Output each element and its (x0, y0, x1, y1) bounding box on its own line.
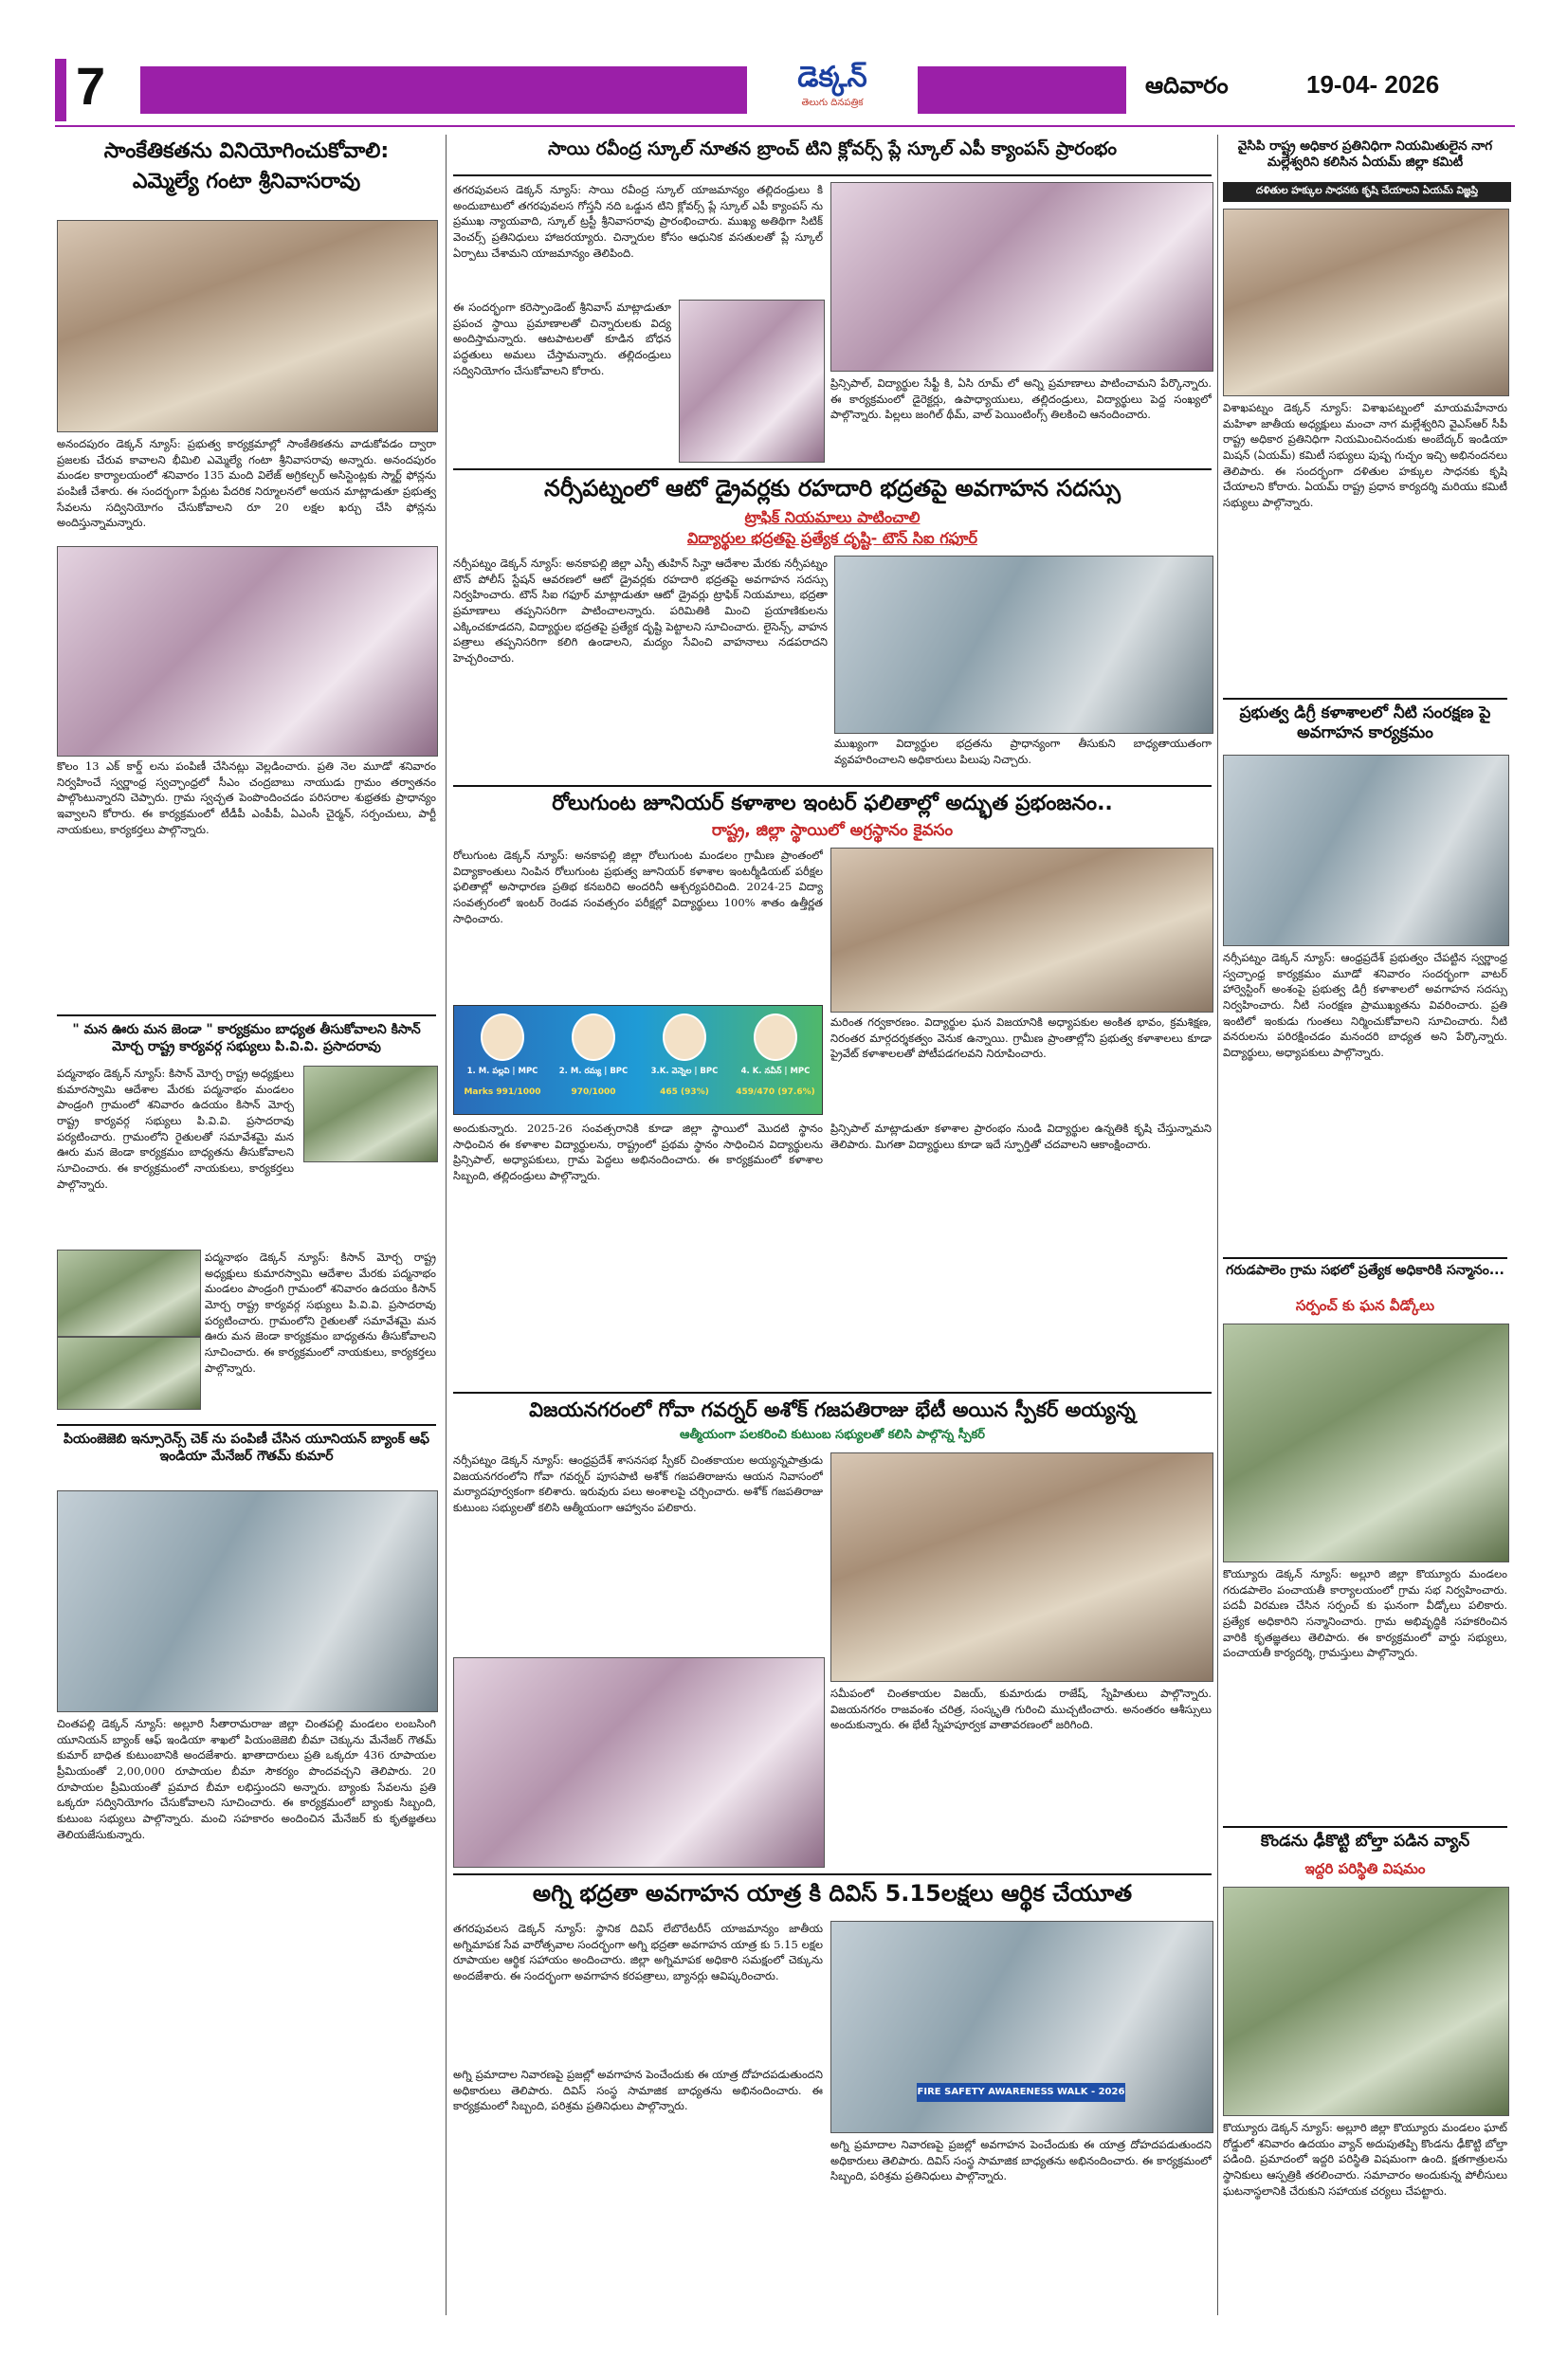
divider (57, 1424, 436, 1426)
divider (453, 1392, 1212, 1394)
topper-strip (453, 1005, 823, 1115)
story4-photo-group (830, 182, 1213, 372)
story12-photo (1223, 1887, 1509, 2116)
story6-body-2: మరింత గర్వకారణం. విద్యార్థుల ఘన విజయానికి అధ్యాపకుల అంకిత భావం, క్రమశిక్షణ, నిరంతర మార్గదర్శకత్వం వెనుక ఉన్నాయి. గ్రామీణ ప్రాంతాల్లోని ప్రభుత్వ కళాశాలలు కూడా ప్రైవేట్ కళాశాలలతో పోటీపడగలవని నిరూపించారు. (830, 1015, 1212, 1061)
topper-photo (754, 1014, 797, 1061)
story10-headline: ప్రభుత్వ డిగ్రీ కళాశాలలో నీటి సంరక్షణ పై అవగాహన కార్యక్రమం (1239, 703, 1491, 743)
column-rule-right (1217, 135, 1218, 2315)
page-number-bar (55, 59, 66, 121)
story1-headline-2: ఎమ్మెల్యే గంటా శ్రీనివాసరావు (132, 170, 361, 193)
logo (757, 59, 908, 121)
topper-photo (663, 1014, 706, 1061)
story3-photo (57, 1490, 438, 1712)
story11-photo (1223, 1324, 1509, 1562)
topper-marks: 459/470 (97.6%) (736, 1087, 815, 1097)
story6-body-1: రోలుగుంట డెక్కన్ న్యూస్: అనకాపల్లి జిల్లా రోలుగుంట మండలం గ్రామీణ ప్రాంతంలో విద్యాకాంతులు నింపిన రోలుగుంట ప్రభుత్వ జూనియర్ కళాశాల ఇంటర్మీడియట్ పరీక్షల ఫలితాల్లో అసాధారణ ప్రతిభ కనబరిచి అందరినీ ఆశ్చర్యపరిచింది. 2024-25 విద్యా సంవత్సరంలో ఇంటర్ రెండవ సంవత్సరం పరీక్షల్లో విద్యార్థులు 100% శాతం ఉత్తీర్ణత సాధించారు. (453, 849, 823, 925)
story4-headline: సాయి రవీంద్ర స్కూల్ నూతన బ్రాంచ్ టిని క్లోవర్స్ ప్లే స్కూల్ ఎపీ క్యాంపస్ ప్రారంభం (548, 138, 1117, 159)
story1-photo-tractor (57, 220, 438, 432)
topper-photo (572, 1014, 615, 1061)
story8-body-3: అగ్ని ప్రమాదాల నివారణపై ప్రజల్లో అవగాహన పెంచేందుకు ఈ యాత్ర దోహదపడుతుందని అధికారులు తెలిపారు. దివిస్ సంస్థ సామాజిక బాధ్యతను అభినందించారు. ఈ కార్యక్రమంలో సిబ్బంది, పరిశ్రమ ప్రతినిధులు పాల్గొన్నారు. (830, 2138, 1212, 2183)
divider (453, 1873, 1212, 1875)
story7-body-2: సమీపంలో చింతకాయల విజయ్, కుమారుడు రాజేష్, స్నేహితులు పాల్గొన్నారు. విజయనగరం రాజవంశం చరిత్ర, సంస్కృతి గురించి ముచ్చటించారు. అనంతరం ఆశీస్సులు అందుకున్నారు. ఈ భేటీ స్నేహపూర్వక వాతావరణంలో జరిగింది. (830, 1687, 1212, 1732)
story2-headline: " మన ఊరు మన జెండా " కార్యక్రమం బాధ్యత తీసుకోవాలని కిసాన్ మోర్చ రాష్ట్ర కార్యవర్గ సభ్యులు పి.వి.వి. ప్రసాదరావు (72, 1022, 421, 1054)
story10-body: నర్సీపట్నం డెక్కన్ న్యూస్: ఆంధ్రప్రదేశ్ ప్రభుత్వం చేపట్టిన స్వర్ణాంధ్ర స్వచ్ఛాంధ్ర కార్యక్రమం మూడో శనివారం సందర్భంగా వాటర్ హార్వెస్టింగ్ అంశంపై ప్రభుత్వ డిగ్రీ కళాశాలలో అవగాహన సదస్సు నిర్వహించారు. నీటి సంరక్షణ ప్రాముఖ్యతను వివరించారు. ప్రతి ఇంటిలో ఇంకుడు గుంతలు నిర్మించుకోవాలని సూచించారు. నీటి వనరులను పరిరక్షించడం మనందరి బాధ్యత అని పేర్కొన్నారు. విద్యార్థులు, అధ్యాపకులు పాల్గొన్నారు. (1223, 951, 1507, 1060)
topper-photo (481, 1014, 524, 1061)
story6-body-4: ప్రిన్సిపాల్ మాట్లాడుతూ కళాశాల ప్రారంభం నుండి విద్యార్థుల ఉన్నతికి కృషి చేస్తున్నామని తెలిపారు. మిగతా విద్యార్థులు కూడా ఇదే స్ఫూర్తితో చదవాలని ఆకాంక్షించారు. (830, 1122, 1212, 1151)
masthead (55, 56, 1515, 121)
story2-photo-1 (303, 1066, 438, 1162)
story1-body-1: అనందపురం డెక్కన్ న్యూస్: ప్రభుత్వ కార్యక్రమాల్లో సాంకేతికతను వాడుకోవడం ద్వారా ప్రజలకు చేరువ కావాలని భీమిలి ఎమ్మెల్యే గంటా శ్రీనివాసరావు అన్నారు. అనందపురం మండల కార్యాలయంలో శనివారం 135 మంది విలేజ్ అగ్రికల్చర్ అసిస్టెంట్లకు స్మార్ట్ ఫోన్లను పంపిణీ చేశారు. ఈ సందర్భంగా పేర్లుట పేదరిక నిర్మూలనలో అయన మాట్లాడుతూ ప్రభుత్వ సేవలను సద్వినియోగం చేసుకోవాలని రూ 20 లక్షల ఖర్చు చేసి ఫోన్లను అందిస్తున్నామన్నారు. (57, 437, 436, 530)
story4-body-3: ప్రిన్సిపాల్, విద్యార్థుల సేఫ్టీ కి, ఏసి రూమ్ లో అన్ని ప్రమాణాలు పాటించామని పేర్కొన్నారు. ఈ కార్యక్రమంలో డైరెక్టర్లు, ఉపాధ్యాయులు, తల్లిదండ్రులు, విద్యార్థులు పెద్ద సంఖ్యలో పాల్గొన్నారు. పిల్లలు జంగిల్ థీమ్, వాల్ పెయింటింగ్స్ తిలకించి ఆనందించారు. (830, 376, 1212, 422)
divider (1223, 1257, 1507, 1259)
divider (1223, 1826, 1507, 1828)
column-rule-left (446, 135, 447, 2315)
story1-photo-group (57, 546, 438, 757)
story11-headline: గరుడపాలెం గ్రామ సభలో ప్రత్యేక అధికారికి సన్మానం... (1226, 1263, 1504, 1278)
story5-headline: నర్సీపట్నంలో ఆటో డ్రైవర్లకు రహదారి భద్రతపై అవగాహన సదస్సు (544, 475, 1121, 502)
story12-body: కొయ్యూరు డెక్కన్ న్యూస్: అల్లూరి జిల్లా కొయ్యూరు మండలం ఘాట్ రోడ్డులో శనివారం ఉదయం వ్యాన్ అదుపుతప్పి కొండను ఢీకొట్టి బోల్తా పడింది. ప్రమాదంలో ఇద్దరి పరిస్థితి విషమంగా ఉంది. క్షతగాత్రులను స్థానికులు ఆస్పత్రికి తరలించారు. సమాచారం అందుకున్న పోలీసులు ఘటనాస్థలానికి చేరుకుని సహాయక చర్యలు చేపట్టారు. (1223, 2121, 1507, 2198)
story11-body: కొయ్యూరు డెక్కన్ న్యూస్: అల్లూరి జిల్లా కొయ్యూరు మండలం గరుడపాలెం పంచాయతీ కార్యాలయంలో గ్రామ సభ నిర్వహించారు. పదవీ విరమణ చేసిన సర్పంచ్ కు ఘనంగా వీడ్కోలు పలికారు. ప్రత్యేక అధికారిని సన్మానించారు. గ్రామ అభివృద్ధికి సహకరించిన వారికి కృతజ్ఞతలు తెలిపారు. ఈ కార్యక్రమంలో వార్డు సభ్యులు, పంచాయతీ కార్యదర్శి, గ్రామస్తులు పాల్గొన్నారు. (1223, 1567, 1507, 1660)
story7-body-1: నర్సీపట్నం డెక్కన్ న్యూస్: ఆంధ్రప్రదేశ్ శాసనసభ స్పీకర్ చింతకాయల అయ్యన్నపాత్రుడు విజయనగరంలోని గోవా గవర్నర్ పూసపాటి అశోక్ గజపతిరాజును ఆయన నివాసంలో మర్యాదపూర్వకంగా కలిశారు. ఇరువురు పలు అంశాలపై చర్చించారు. అశోక్ గజపతిరాజు కుటుంబ సభ్యులతో కలిసి ఆత్మీయంగా ఆహ్వానం పలికారు. (453, 1453, 823, 1515)
divider (453, 468, 1212, 470)
story2-photo-3 (57, 1337, 201, 1410)
story12-subhead: ఇద్దరి పరిస్థితి విషమం (1304, 1860, 1426, 1877)
story8-photo (830, 1921, 1213, 2133)
issue-date: 19-04- 2026 (1306, 70, 1440, 99)
logo-text: డెక్కన్ (797, 61, 867, 94)
divider (453, 785, 1212, 787)
topper-card (551, 1012, 636, 1110)
story9-body: విశాఖపట్నం డెక్కన్ న్యూస్: విశాఖపట్నంలో మాయమహేనారు మహిళా జాతీయ అధ్యక్షులు మంచా నాగ మల్లేశ్వరిని వైఎస్ఆర్ సీపీ రాష్ట్ర అధికార ప్రతినిధిగా నియమించినందుకు అంబేద్కర్ ఇండియా మిషన్ (ఏయమ్) కమిటీ సభ్యులు పుష్ప గుచ్ఛం ఇచ్చి అభినందనలు తెలిపారు. ఈ సందర్భంగా దళితుల హక్కుల సాధనకు కృషి చేయాలని కోరారు. ఏయమ్ రాష్ట్ర ప్రధాన కార్యదర్శి మరియు కమిటీ సభ్యులు పాల్గొన్నారు. (1223, 401, 1507, 510)
story4-body-1: తగరపువలస డెక్కన్ న్యూస్: సాయి రవీంద్ర స్కూల్ యాజమాన్యం తల్లిదండ్రులు కి అందుబాటులో తగరపువలస గోస్తనీ నది ఒడ్డున టిని క్లోవర్స్ ప్లే స్కూల్ ఎపీ క్యాంపస్ ను ప్రముఖ న్యాయవాది, స్కూల్ ట్రస్టీ శ్రీనివాసరావు ప్రారంభించారు. ముఖ్య అతిథిగా సిటిక్ వెంచర్స్ ప్రతినిధులు హాజరయ్యారు. చిన్నారుల కోసం ఆధునిక వసతులతో ప్లే స్కూల్ ఏర్పాటు చేశామని యాజమాన్యం తెలిపింది. (453, 183, 823, 260)
story1-headline-1: సాంకేతికతను వినియోగించుకోవాలి: (103, 139, 390, 163)
story12-headline: కొండను ఢీకొట్టి బోల్తా పడిన వ్యాన్ (1260, 1832, 1470, 1851)
logo-tagline: తెలుగు దినపత్రిక (801, 98, 864, 108)
story8-body-2: అగ్ని ప్రమాదాల నివారణపై ప్రజల్లో అవగాహన పెంచేందుకు ఈ యాత్ర దోహదపడుతుందని అధికారులు తెలిపారు. దివిస్ సంస్థ సామాజిక బాధ్యతను అభినందించారు. ఈ కార్యక్రమంలో సిబ్బంది, పరిశ్రమ ప్రతినిధులు పాల్గొన్నారు. (453, 2068, 823, 2113)
divider (1223, 698, 1507, 700)
story3-headline: పియంజెజెబి ఇన్సూరెన్స్ చెక్ ను పంపిణీ చేసిన యూనియన్ బ్యాంక్ ఆఫ్ ఇండియా మేనేజర్ గౌతమ్ కుమార్ (64, 1432, 429, 1464)
story5-subhead-2: విద్యార్థుల భద్రతపై ప్రత్యేక దృష్టి- టౌన్ సిఐ గఫూర్ (687, 529, 977, 547)
story11-subhead: సర్పంచ్ కు ఘన వీడ్కోలు (1295, 1297, 1435, 1314)
story10-photo (1223, 755, 1509, 946)
page-number: 7 (76, 56, 106, 116)
masthead-band-left (140, 66, 747, 114)
story6-body-3: అందుకున్నారు. 2025-26 సంవత్సరానికి కూడా జిల్లా స్థాయిలో మొదటి స్థానం సాధించిన ఈ కళాశాల విద్యార్థులను, రాష్ట్రంలో ప్రథమ స్థానం సాధించిన విద్యార్థులను ప్రిన్సిపాల్, అధ్యాపకులు, గ్రామ పెద్దలు అభినందించారు. ఈ కార్యక్రమంలో కళాశాల సిబ్బంది, తల్లిదండ్రులు పాల్గొన్నారు. (453, 1122, 823, 1183)
story6-headline: రోలుగుంట జూనియర్ కళాశాల ఇంటర్ ఫలితాల్లో అద్భుత ప్రభంజనం.. (552, 792, 1113, 815)
topper-name: 2. M. రమ్య | BPC (558, 1067, 629, 1076)
story9-subhead: దళితుల హక్కుల సాధనకు కృషి చేయాలని ఏయమ్ విజ్ఞప్తి (1223, 182, 1511, 202)
divider (453, 174, 1212, 176)
story5-subhead-1: ట్రాఫిక్ నియమాలు పాటించాలి (744, 508, 921, 526)
story4-photo-ribbon (679, 300, 825, 463)
story7-subhead: ఆత్మీయంగా పలకరించి కుటుంబ సభ్యులతో కలిసి పాల్గొన్న స్పీకర్ (679, 1428, 986, 1442)
story2-body: పద్మనాభం డెక్కన్ న్యూస్: కిసాన్ మోర్చ రాష్ట్ర అధ్యక్షులు కుమారస్వామి ఆదేశాల మేరకు పద్మనాభం మండలం పాండ్రంగి గ్రామంలో శనివారం ఉదయం కిసాన్ మోర్చ రాష్ట్ర కార్యవర్గ సభ్యులు పి.వి.వి. ప్రసాదరావు పర్యటించారు. గ్రామంలోని రైతులతో సమావేశమై మన ఊరు మన జెండా కార్యక్రమం బాధ్యతను తీసుకోవాలని సూచించారు. ఈ కార్యక్రమంలో నాయకులు, కార్యకర్తలు పాల్గొన్నారు. (57, 1067, 294, 1191)
topper-name: 4. K. నవీన్ | MPC (740, 1067, 811, 1076)
topper-name: 1. M. పల్లవి | MPC (466, 1067, 538, 1076)
topper-card (642, 1012, 727, 1110)
story1-body-2: కొలం 13 ఎక్ కార్డ్ లను పంపిణీ చేసినట్లు వెల్లడించారు. ప్రతి నెల మూడో శనివారం నిర్వహించే స్వర్ణాంధ్ర స్వచ్ఛాంధ్రలో సీఎం చంద్రబాబు నాయుడు గ్రామం తర్వాతనం పాల్గొంటున్నారని చెప్పారు. గ్రామ స్వచ్ఛత పెంపొందించడం పరిసరాల శుభ్రతకు ప్రాధాన్యం ఇవ్వాలని కోరారు. ఈ కార్యక్రమంలో టీడీపీ ఎంపీపీ, ఏఎంసీ చైర్మన్, సర్పంచులు, పార్టీ నాయకులు, కార్యకర్తలు పాల్గొన్నారు. (57, 759, 436, 836)
story6-photo-students (830, 848, 1213, 1013)
story5-caption: ముఖ్యంగా విద్యార్థుల భద్రతను ప్రాధాన్యంగా తీసుకుని బాధ్యతాయుతంగా వ్యవహరించాలని అధికారులు పిలుపు నిచ్చారు. (834, 737, 1212, 766)
story8-body-1: తగరపువలస డెక్కన్ న్యూస్: స్థానిక దివిస్ లేబొరేటరీస్ యాజమాన్యం జాతీయ అగ్నిమాపక సేవ వారోత్సవాల సందర్భంగా అగ్ని భద్రతా అవగాహన యాత్ర కు 5.15 లక్షల రూపాయల ఆర్థిక సహాయం అందించారు. జిల్లా అగ్నిమాపక అధికారి సమక్షంలో చెక్కును అందజేశారు. ఈ సందర్భంగా అవగాహన కరపత్రాలు, బ్యానర్లు ఆవిష్కరించారు. (453, 1922, 823, 1983)
topper-marks: 970/1000 (571, 1087, 616, 1097)
story7-photo-meeting (830, 1452, 1213, 1682)
story8-headline: అగ్ని భద్రతా అవగాహన యాత్ర కి దివిస్ 5.15లక్షలు ఆర్థిక చేయూత (532, 1880, 1133, 1907)
story8-banner: FIRE SAFETY AWARENESS WALK - 2026 (917, 2083, 1125, 2102)
story5-body: నర్సీపట్నం డెక్కన్ న్యూస్: అనకాపల్లి జిల్లా ఎస్పీ తుహిన్ సిన్హా ఆదేశాల మేరకు నర్సీపట్నం టౌన్ పోలీస్ స్టేషన్ ఆవరణలో ఆటో డ్రైవర్లకు రహదారి భద్రతపై అవగాహన సదస్సు నిర్వహించారు. టౌన్ సిఐ గఫూర్ మాట్లాడుతూ ఆటో డ్రైవర్లు ట్రాఫిక్ నియమాలు, భద్రతా ప్రమాణాలు తప్పనిసరిగా పాటించాలన్నారు. పరిమితికి మించి ప్రయాణికులను ఎక్కించకూడదని, విద్యార్థుల భద్రతపై ప్రత్యేక దృష్టి పెట్టాలని సూచించారు. లైసెన్స్, వాహన పత్రాలు తప్పనిసరిగా కలిగి ఉండాలని, మద్యం సేవించి వాహనాలు నడపరాదని హెచ్చరించారు. (453, 557, 828, 666)
divider (57, 1014, 436, 1016)
story4-body-2: ఈ సందర్భంగా కరెస్పాండెంట్ శ్రీనివాస్ మాట్లాడుతూ ప్రపంచ స్థాయి ప్రమాణాలతో చిన్నారులకు విద్య అందిస్తామన్నారు. ఆటపాటలతో కూడిన బోధన పద్ధతులు అమలు చేస్తామన్నారు. తల్లిదండ్రులు సద్వినియోగం చేసుకోవాలని కోరారు. (453, 301, 671, 377)
topper-card (733, 1012, 818, 1110)
topper-marks: 465 (93%) (660, 1087, 709, 1097)
story7-headline: విజయనగరంలో గోవా గవర్నర్ అశోక్ గజపతిరాజు భేటీ అయిన స్పీకర్ అయ్యన్న (529, 1398, 1136, 1421)
story9-photo (1223, 209, 1509, 396)
masthead-underline (55, 125, 1515, 127)
story9-headline: వైసిపి రాష్ట్ర అధికార ప్రతినిధిగా నియమితులైన నాగ మల్లేశ్వరిని కలిసిన ఏయమ్ జిల్లా కమిటీ (1237, 138, 1493, 170)
story5-photo (834, 556, 1213, 734)
topper-name: 3.K. వెన్నెల | BPC (650, 1067, 719, 1076)
masthead-band-right (918, 66, 1126, 114)
story2-photo-2 (57, 1250, 201, 1337)
topper-marks: Marks 991/1000 (464, 1087, 541, 1097)
story2-body-cont: పద్మనాభం డెక్కన్ న్యూస్: కిసాన్ మోర్చ రాష్ట్ర అధ్యక్షులు కుమారస్వామి ఆదేశాల మేరకు పద్మనాభం మండలం పాండ్రంగి గ్రామంలో శనివారం ఉదయం కిసాన్ మోర్చ రాష్ట్ర కార్యవర్గ సభ్యులు పి.వి.వి. ప్రసాదరావు పర్యటించారు. గ్రామంలోని రైతులతో సమావేశమై మన ఊరు మన జెండా కార్యక్రమం బాధ్యతను తీసుకోవాలని సూచించారు. ఈ కార్యక్రమంలో నాయకులు, కార్యకర్తలు పాల్గొన్నారు. (205, 1251, 436, 1375)
story7-photo-family (453, 1657, 825, 1868)
story6-subhead: రాష్ట్ర, జిల్లా స్థాయిలో అగ్రస్థానం కైవసం (711, 821, 954, 840)
issue-day: ఆదివారం (1145, 72, 1229, 99)
topper-card (460, 1012, 545, 1110)
story3-body: చింతపల్లి డెక్కన్ న్యూస్: అల్లూరి సీతారామరాజు జిల్లా చింతపల్లి మండలం లంబసింగి యూనియన్ బ్యాంక్ ఆఫ్ ఇండియా శాఖలో పియంజెజెబి బీమా చెక్కును మేనేజర్ గౌతమ్ కుమార్ బాధిత కుటుంబానికి అందజేశారు. ఖాతాదారులు ప్రతి ఒక్కరూ 436 రూపాయల ప్రీమియంతో 2,00,000 రూపాయల బీమా సౌకర్యం పొందవచ్చని తెలిపారు. 20 రూపాయల ప్రీమియంతో ప్రమాద బీమా లభిస్తుందని అన్నారు. బ్యాంకు సేవలను ప్రతి ఒక్కరూ సద్వినియోగం చేసుకోవాలని సూచించారు. ఈ కార్యక్రమంలో బ్యాంకు సిబ్బంది, కుటుంబ సభ్యులు పాల్గొన్నారు. మంచి సహకారం అందించిన మేనేజర్ కు కృతజ్ఞతలు తెలియజేసుకున్నారు. (57, 1717, 436, 1841)
